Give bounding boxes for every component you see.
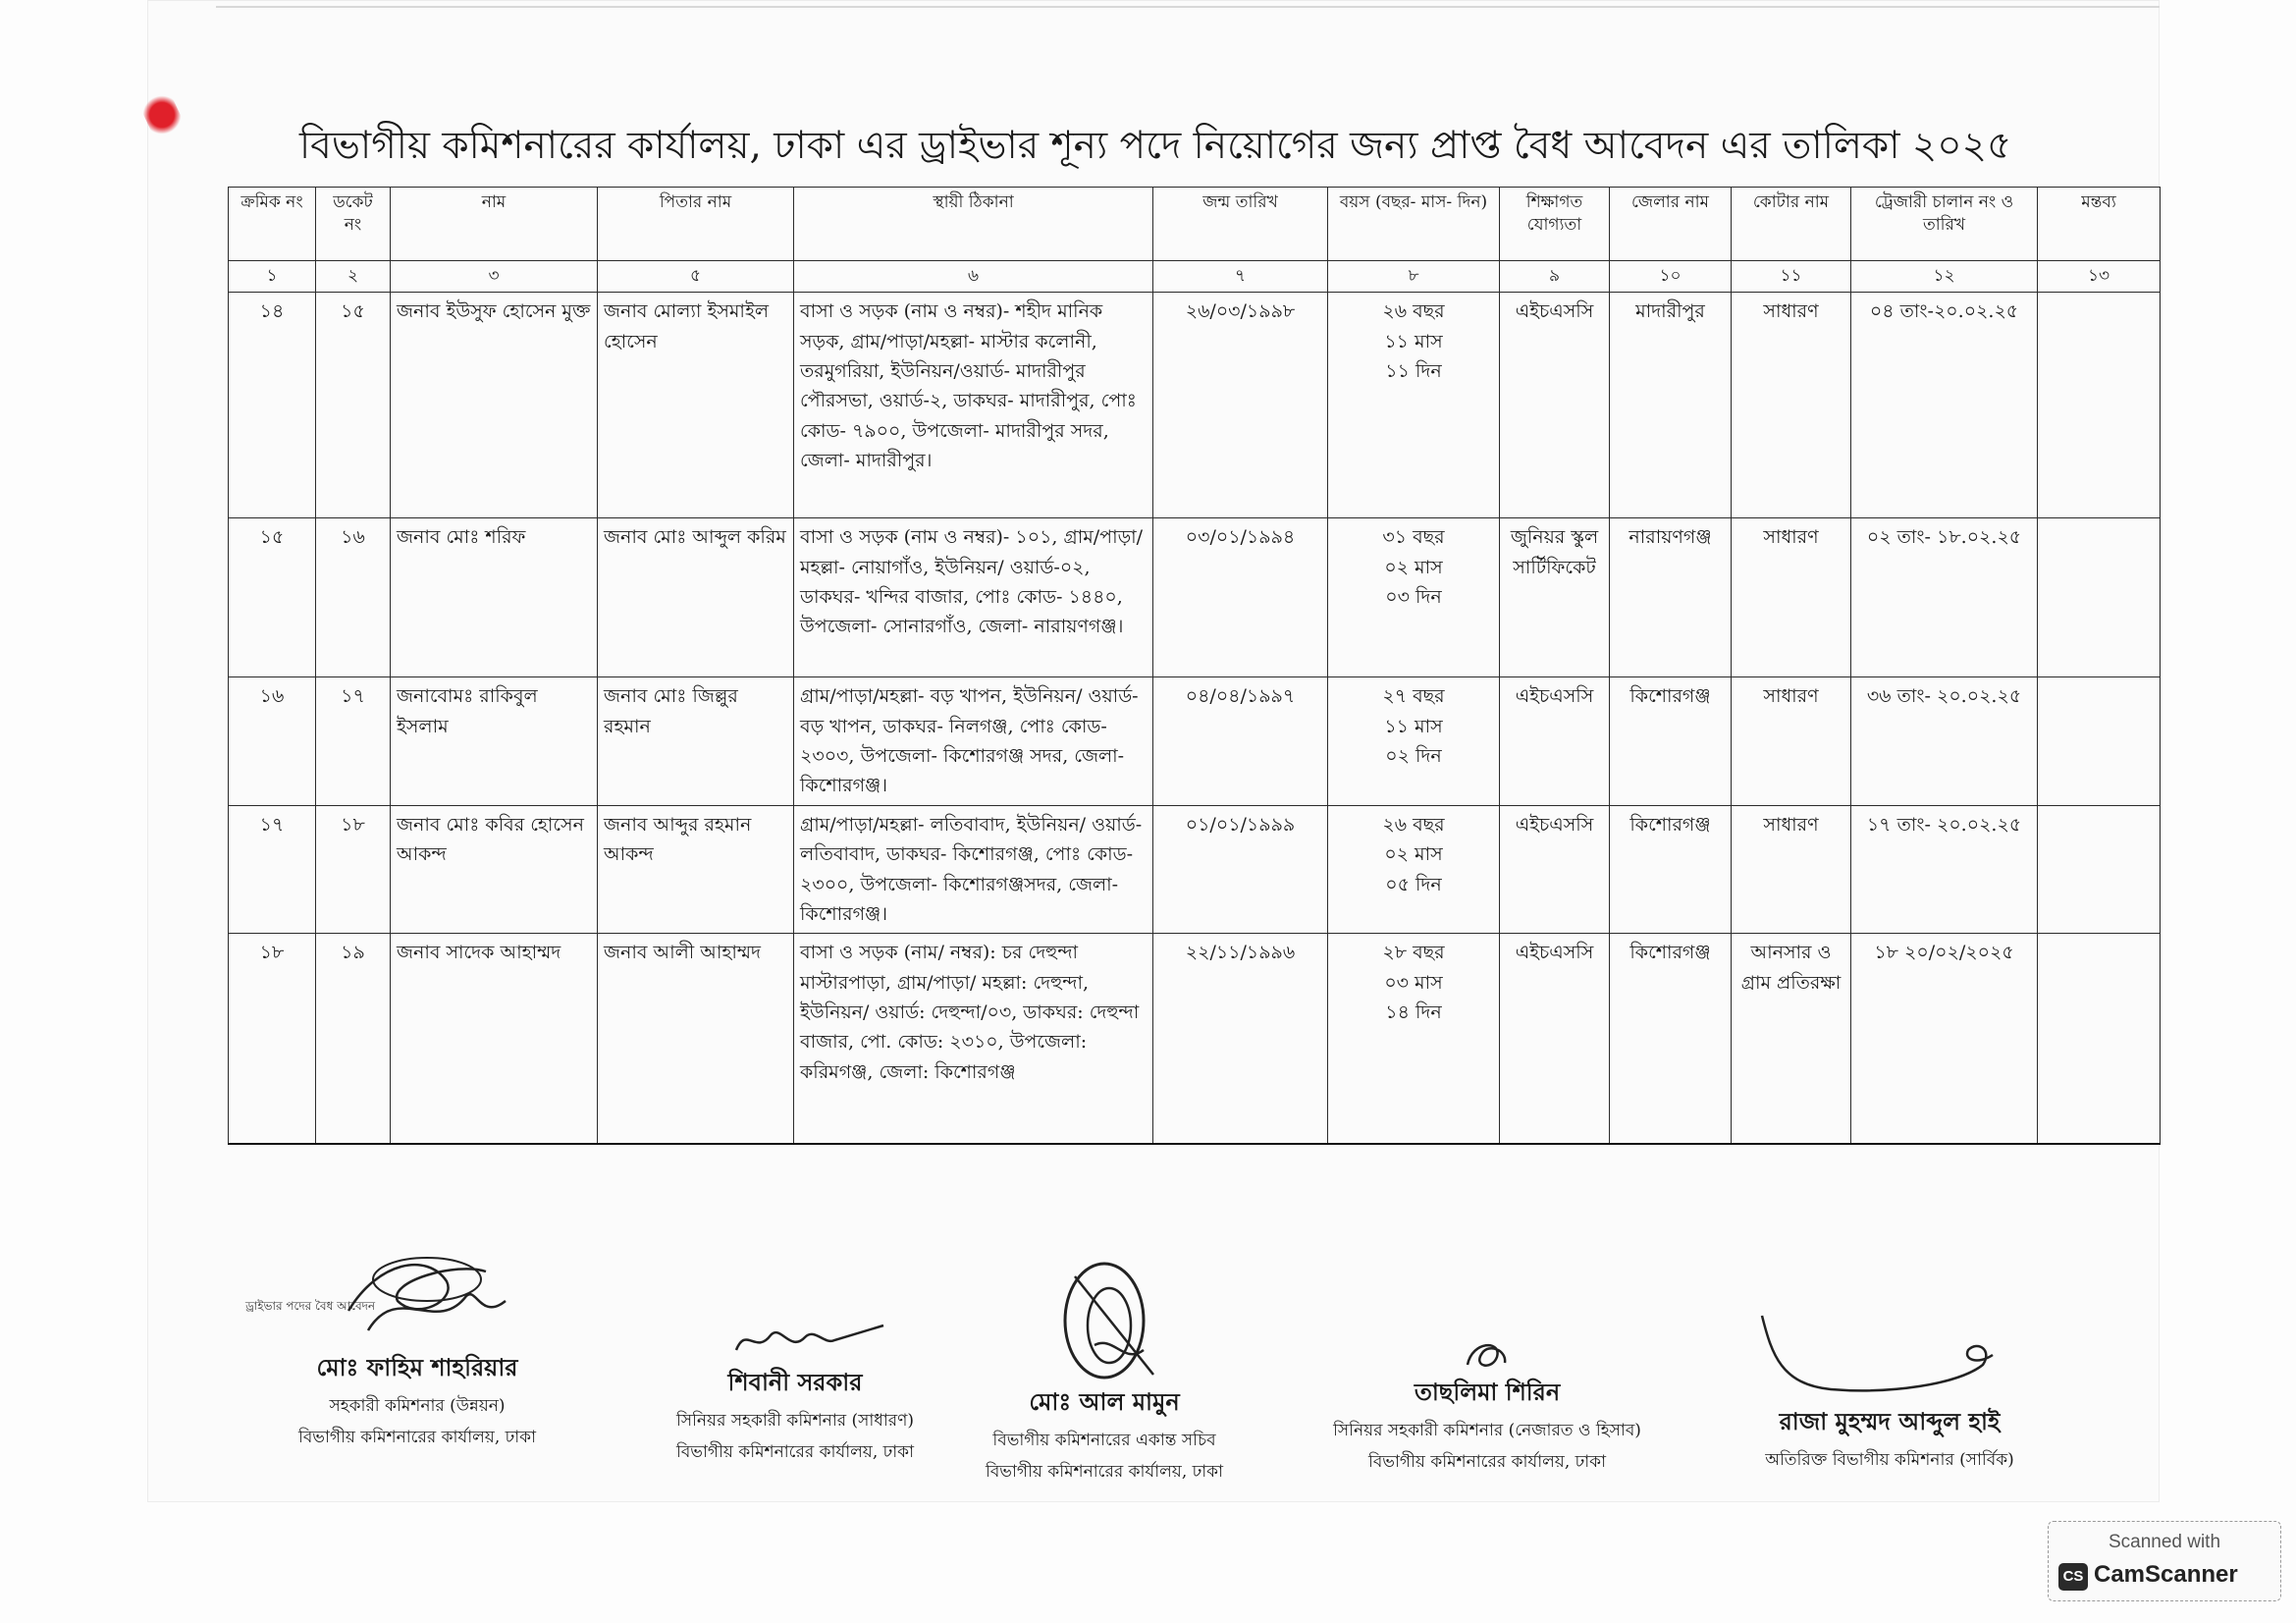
column-number: ৮ bbox=[1328, 261, 1500, 293]
table-row bbox=[229, 805, 2161, 934]
header-district: জেলার নাম bbox=[1610, 188, 1732, 261]
applicant-table bbox=[228, 187, 2161, 1145]
cell-quota: সাধারণ bbox=[1732, 805, 1851, 934]
cell-age bbox=[1328, 518, 1500, 677]
cell-name: জনাব মোঃ শরিফ bbox=[391, 518, 598, 677]
cell-serial: ১৬ bbox=[229, 677, 316, 806]
table-row bbox=[229, 293, 2161, 518]
header-quota: কোটার নাম bbox=[1732, 188, 1851, 261]
cell-dob: ০১/০১/১৯৯৯ bbox=[1153, 805, 1328, 934]
signatory-designation: সিনিয়র সহকারী কমিশনার (সাধারণ) bbox=[675, 1411, 915, 1431]
cell-challan: ০৪ তাং-২০.০২.২৫ bbox=[1851, 293, 2038, 518]
signatory-office: বিভাগীয় কমিশনারের কার্যালয়, ঢাকা bbox=[1367, 1452, 1607, 1472]
cell-dob: ০৪/০৪/১৯৯৭ bbox=[1153, 677, 1328, 806]
cell-challan: ৩৬ তাং- ২০.০২.২৫ bbox=[1851, 677, 2038, 806]
signatory-designation: বিভাগীয় কমিশনারের একান্ত সচিব bbox=[992, 1431, 1216, 1450]
cell-age bbox=[1328, 934, 1500, 1144]
cell-quota: আনসার ও গ্রাম প্রতিরক্ষা bbox=[1732, 934, 1851, 1144]
cell-district: মাদারীপুর bbox=[1610, 293, 1732, 518]
handwritten-note: ড্রাইভার পদের বৈধ আবেদন bbox=[245, 1299, 376, 1313]
cell-district: কিশোরগঞ্জ bbox=[1610, 677, 1732, 806]
signatory-designation: অতিরিক্ত বিভাগীয় কমিশনার (সার্বিক) bbox=[1765, 1450, 2014, 1470]
cell-dob: ০৩/০১/১৯৯৪ bbox=[1153, 518, 1328, 677]
cell-address: বাসা ও সড়ক (নাম/ নম্বর): চর দেহুন্দা মাস্টারপাড়া, গ্রাম/পাড়া/ মহল্লা: দেহুন্দা, ইউনিয়ন/ ওয়ার্ড: দেহুন্দা/০৩, ডাকঘর: দেহুন্দা বাজার, পো. কোড: ২৩১০, উপজেলা: করিমগঞ্জ, জেলা: কিশোরগঞ্জ bbox=[794, 934, 1153, 1144]
cell-remarks bbox=[2038, 518, 2161, 677]
signatory-office: বিভাগীয় কমিশনারের কার্যালয়, ঢাকা bbox=[297, 1428, 537, 1447]
age-years: ৩১ বছর bbox=[1382, 526, 1445, 549]
cell-address: বাসা ও সড়ক (নাম ও নম্বর)- শহীদ মানিক সড়ক, গ্রাম/পাড়া/মহল্লা- মাস্টার কলোনী, তরমুগরিয়া, ইউনিয়ন/ওয়ার্ড- মাদারীপুর পৌরসভা, ওয়ার্ড-২, ডাকঘর- মাদারীপুর, পোঃ কোড- ৭৯০০, উপজেলা- মাদারীপুর সদর, জেলা- মাদারীপুর। bbox=[794, 293, 1153, 518]
column-number-row bbox=[229, 261, 2161, 293]
cell-docket: ১৮ bbox=[316, 805, 391, 934]
document-title: বিভাগীয় কমিশনারের কার্যালয়, ঢাকা এর ড্রাইভার শূন্য পদে নিয়োগের জন্য প্রাপ্ত বৈধ আবেদন এর তালিকা ২০২৫ bbox=[299, 124, 2012, 168]
cell-district: কিশোরগঞ্জ bbox=[1610, 805, 1732, 934]
age-years: ২৮ বছর bbox=[1382, 942, 1445, 964]
cell-serial: ১৪ bbox=[229, 293, 316, 518]
signatory-name: শিবানী সরকার bbox=[727, 1368, 863, 1396]
column-number: ৯ bbox=[1500, 261, 1610, 293]
signature-scribble bbox=[309, 1242, 525, 1350]
signatory-office: বিভাগীয় কমিশনারের কার্যালয়, ঢাকা bbox=[985, 1462, 1224, 1482]
age-years: ২৬ বছর bbox=[1382, 813, 1445, 836]
cell-remarks bbox=[2038, 293, 2161, 518]
table-row bbox=[229, 677, 2161, 806]
cell-serial: ১৫ bbox=[229, 518, 316, 677]
signature-block bbox=[648, 1316, 942, 1467]
age-days: ০৫ দিন bbox=[1385, 873, 1442, 895]
header-docket: ডকেট নং bbox=[316, 188, 391, 261]
age-years: ২৭ বছর bbox=[1382, 685, 1445, 708]
age-months: ০৩ মাস bbox=[1384, 971, 1443, 994]
column-number: ১ bbox=[229, 261, 316, 293]
signature-block bbox=[260, 1242, 574, 1452]
age-days: ১১ দিন bbox=[1385, 359, 1442, 382]
cell-address: বাসা ও সড়ক (নাম ও নম্বর)- ১০১, গ্রাম/পাড়া/ মহল্লা- নোয়াগাঁও, ইউনিয়ন/ ওয়ার্ড-০২, ডাকঘর- খন্দির বাজার, পোঃ কোড- ১৪৪০, উপজেলা- সোনারগাঁও, জেলা- নারায়ণগঞ্জ। bbox=[794, 518, 1153, 677]
header-age: বয়স (বছর- মাস- দিন) bbox=[1328, 188, 1500, 261]
age-months: ১১ মাস bbox=[1384, 715, 1443, 737]
signatory-designation: সহকারী কমিশনার (উন্নয়ন) bbox=[329, 1396, 506, 1416]
cell-name: জনাব মোঃ কবির হোসেন আকন্দ bbox=[391, 805, 598, 934]
cell-docket: ১৫ bbox=[316, 293, 391, 518]
signature-block bbox=[957, 1257, 1252, 1487]
signature-scribble bbox=[1006, 1257, 1202, 1384]
age-months: ০২ মাস bbox=[1384, 843, 1443, 866]
signature-scribble bbox=[697, 1316, 893, 1365]
column-number: ৬ bbox=[794, 261, 1153, 293]
cell-docket: ১৭ bbox=[316, 677, 391, 806]
signature-block bbox=[1723, 1306, 2056, 1475]
cell-district: নারায়ণগঞ্জ bbox=[1610, 518, 1732, 677]
column-number: ৩ bbox=[391, 261, 598, 293]
cell-address: গ্রাম/পাড়া/মহল্লা- বড় খাপন, ইউনিয়ন/ ওয়ার্ড- বড় খাপন, ডাকঘর- নিলগঞ্জ, পোঃ কোড- ২৩০৩, উপজেলা- কিশোরগঞ্জ সদর, জেলা- কিশোরগঞ্জ। bbox=[794, 677, 1153, 806]
signatory-name: মোঃ আল মামুন bbox=[1029, 1387, 1180, 1416]
cell-name: জনাবোমঃ রাকিবুল ইসলাম bbox=[391, 677, 598, 806]
column-number: ১১ bbox=[1732, 261, 1851, 293]
column-number: ১০ bbox=[1610, 261, 1732, 293]
cell-father: জনাব মোঃ আব্দুল করিম bbox=[598, 518, 794, 677]
cell-remarks bbox=[2038, 934, 2161, 1144]
cell-education: এইচএসসি bbox=[1500, 293, 1610, 518]
signatory-designation: সিনিয়র সহকারী কমিশনার (নেজারত ও হিসাব) bbox=[1333, 1421, 1641, 1440]
cell-docket: ১৯ bbox=[316, 934, 391, 1144]
age-years: ২৬ বছর bbox=[1382, 300, 1445, 323]
signature-scribble bbox=[1742, 1306, 2037, 1404]
signatory-office: বিভাগীয় কমিশনারের কার্যালয়, ঢাকা bbox=[675, 1442, 915, 1462]
cell-quota: সাধারণ bbox=[1732, 293, 1851, 518]
age-days: ০৩ দিন bbox=[1385, 585, 1442, 608]
signatory-name: তাছলিমা শিরিন bbox=[1414, 1378, 1561, 1406]
cell-serial: ১৮ bbox=[229, 934, 316, 1144]
watermark-line2: CamScanner bbox=[2094, 1561, 2238, 1588]
camscanner-watermark bbox=[2048, 1521, 2281, 1601]
cell-education: জুনিয়র স্কুল সার্টিফিকেট bbox=[1500, 518, 1610, 677]
signature-block bbox=[1320, 1335, 1654, 1477]
cell-docket: ১৬ bbox=[316, 518, 391, 677]
cell-name: জনাব ইউসুফ হোসেন মুক্ত bbox=[391, 293, 598, 518]
cell-age bbox=[1328, 293, 1500, 518]
table-row bbox=[229, 934, 2161, 1144]
cell-challan: ১৭ তাং- ২০.০২.২৫ bbox=[1851, 805, 2038, 934]
cell-education: এইচএসসি bbox=[1500, 677, 1610, 806]
cell-challan: ০২ তাং- ১৮.০২.২৫ bbox=[1851, 518, 2038, 677]
table-row bbox=[229, 518, 2161, 677]
cell-remarks bbox=[2038, 805, 2161, 934]
column-number: ১৩ bbox=[2038, 261, 2161, 293]
column-number: ১২ bbox=[1851, 261, 2038, 293]
age-months: ০২ মাস bbox=[1384, 556, 1443, 578]
cell-education: এইচএসসি bbox=[1500, 934, 1610, 1144]
header-remarks: মন্তব্য bbox=[2038, 188, 2161, 261]
header-father: পিতার নাম bbox=[598, 188, 794, 261]
cell-age bbox=[1328, 677, 1500, 806]
signature-scribble bbox=[1428, 1335, 1546, 1375]
cell-remarks bbox=[2038, 677, 2161, 806]
age-days: ০২ দিন bbox=[1385, 744, 1442, 767]
header-education: শিক্ষাগত যোগ্যতা bbox=[1500, 188, 1610, 261]
scan-edge-line bbox=[216, 6, 2160, 8]
column-number: ২ bbox=[316, 261, 391, 293]
cell-age bbox=[1328, 805, 1500, 934]
cell-father: জনাব আব্দুর রহমান আকন্দ bbox=[598, 805, 794, 934]
cell-father: জনাব আলী আহাম্মদ bbox=[598, 934, 794, 1144]
column-number: ৫ bbox=[598, 261, 794, 293]
column-number: ৭ bbox=[1153, 261, 1328, 293]
table-header-row bbox=[229, 188, 2161, 261]
header-serial: ক্রমিক নং bbox=[229, 188, 316, 261]
signatory-name: রাজা মুহম্মদ আব্দুল হাই bbox=[1779, 1407, 2001, 1435]
signatory-name: মোঃ ফাহিম শাহরিয়ার bbox=[316, 1353, 518, 1381]
cell-dob: ২২/১১/১৯৯৬ bbox=[1153, 934, 1328, 1144]
age-days: ১৪ দিন bbox=[1385, 1001, 1442, 1024]
cell-education: এইচএসসি bbox=[1500, 805, 1610, 934]
camscanner-logo-icon: CS bbox=[2058, 1563, 2088, 1591]
cell-dob: ২৬/০৩/১৯৯৮ bbox=[1153, 293, 1328, 518]
header-dob: জন্ম তারিখ bbox=[1153, 188, 1328, 261]
cell-quota: সাধারণ bbox=[1732, 677, 1851, 806]
cell-challan: ১৮ ২০/০২/২০২৫ bbox=[1851, 934, 2038, 1144]
watermark-line1: Scanned with bbox=[2108, 1532, 2221, 1552]
header-address: স্থায়ী ঠিকানা bbox=[794, 188, 1153, 261]
cell-father: জনাব মোঃ জিল্লুর রহমান bbox=[598, 677, 794, 806]
age-months: ১১ মাস bbox=[1384, 330, 1443, 352]
cell-address: গ্রাম/পাড়া/মহল্লা- লতিবাবাদ, ইউনিয়ন/ ওয়ার্ড- লতিবাবাদ, ডাকঘর- কিশোরগঞ্জ, পোঃ কোড- ২৩০০, উপজেলা- কিশোরগঞ্জসদর, জেলা- কিশোরগঞ্জ। bbox=[794, 805, 1153, 934]
cell-father: জনাব মোল্যা ইসমাইল হোসেন bbox=[598, 293, 794, 518]
cell-district: কিশোরগঞ্জ bbox=[1610, 934, 1732, 1144]
header-challan: ট্রেজারী চালান নং ও তারিখ bbox=[1851, 188, 2038, 261]
cell-quota: সাধারণ bbox=[1732, 518, 1851, 677]
header-name: নাম bbox=[391, 188, 598, 261]
cell-name: জনাব সাদেক আহাম্মদ bbox=[391, 934, 598, 1144]
cell-serial: ১৭ bbox=[229, 805, 316, 934]
